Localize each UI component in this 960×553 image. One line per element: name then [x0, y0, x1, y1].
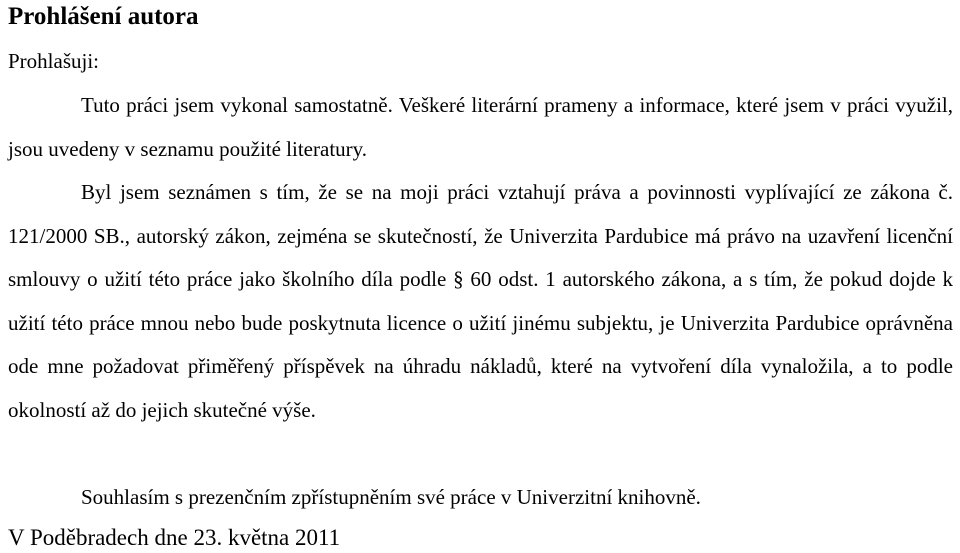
page-title: Prohlášení autora [8, 3, 199, 30]
place-date-line: V Poděbradech dne 23. května 2011 [8, 525, 341, 550]
paragraph-library-consent: Souhlasím s prezenčním zpřístupněním své práce v Univerzitní knihovně. [81, 485, 701, 509]
paragraph-copyright: Byl jsem seznámen s tím, že se na moji práci vztahují práva a povinnosti vyplívající ze zákona č. 121/2000 SB., autorský zákon, zejména se skutečností, že Univerzita Pardubice má právo na uzavření licenční smlouvy o užití této práce jako školního díla podle § 60 odst. 1 autorského zákona, a s tím, že pokud dojde k užití této práce mnou nebo bude poskytnuta licence o užití jinému subjektu, je Univerzita Pardubice oprávněna ode mne požadovat přiměřený příspěvek na úhradu nákladů, které na vytvoření díla vynaložila, a to podle okolností až do jejich skutečné výše. [8, 180, 953, 422]
paragraph-originality: Tuto práci jsem vykonal samostatně. Veškeré literární prameny a informace, které jsem v práci využil, jsou uvedeny v seznamu použité literatury. [8, 93, 953, 161]
intro-label: Prohlašuji: [8, 49, 100, 73]
